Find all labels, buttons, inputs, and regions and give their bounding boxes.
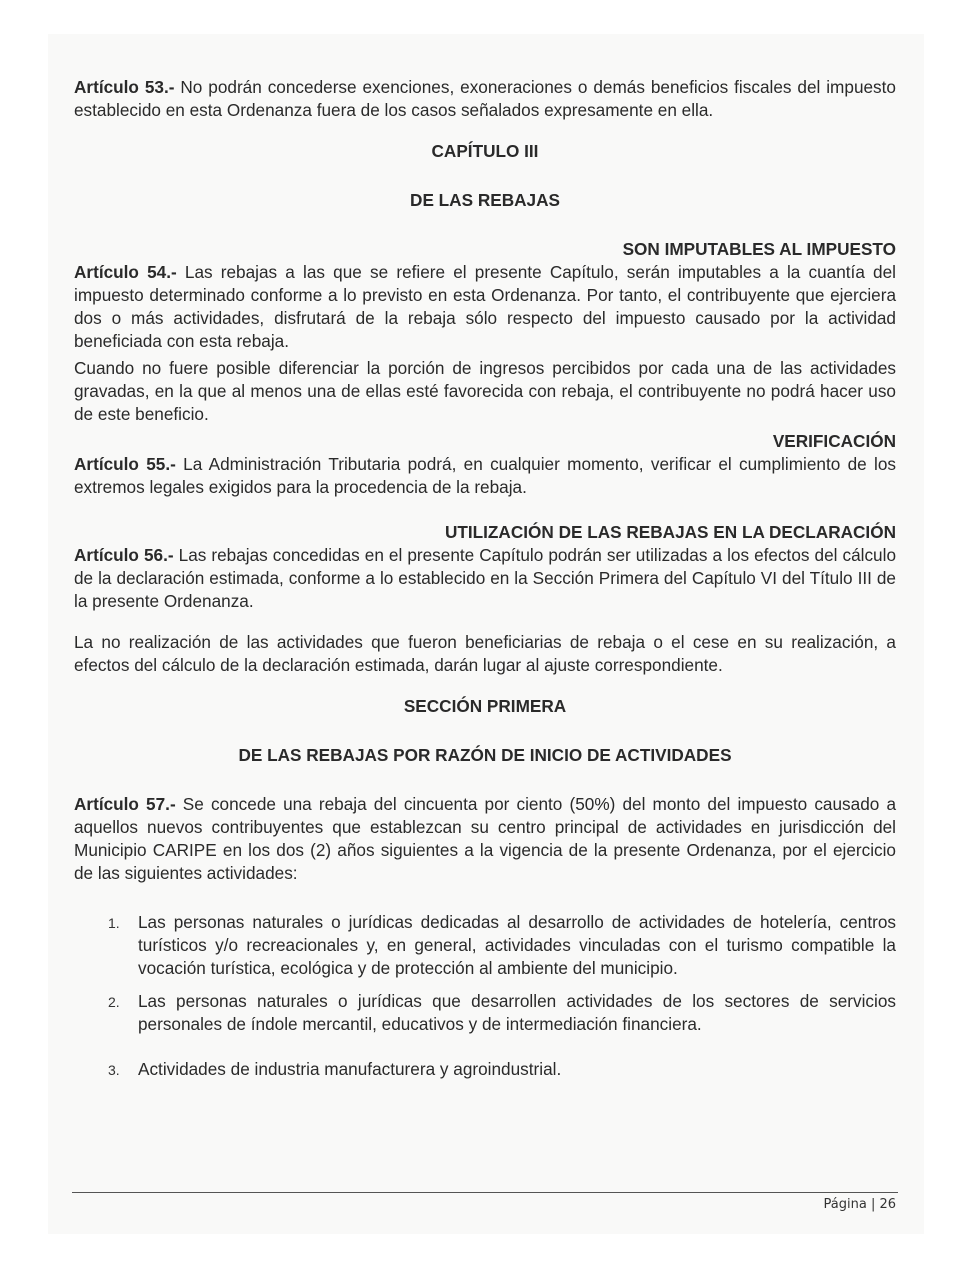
article-56-label: Artículo 56.- bbox=[74, 545, 174, 565]
article-57 bbox=[74, 793, 896, 885]
section-title: SECCIÓN PRIMERA bbox=[403, 696, 567, 716]
list-item-number: 3. bbox=[108, 1062, 120, 1078]
list-item-number: 2. bbox=[108, 994, 120, 1010]
article-54-text: Las rebajas a las que se refiere el presente Capítulo, serán imputables a la cuantía del impuesto determinado conforme a lo previsto en esta Ordenanza. Por tanto, el contribuyente que ejerciera dos o más actividades, disfrutará de la rebaja sólo respecto del impuesto causado por la actividad beneficiada con esta rebaja. bbox=[74, 262, 896, 351]
list-item-text: Actividades de industria manufacturera y agroindustrial. bbox=[138, 1059, 562, 1079]
article-55 bbox=[74, 453, 896, 499]
list-item bbox=[74, 990, 896, 1036]
article-56-text: Las rebajas concedidas en el presente Capítulo podrán ser utilizadas a los efectos del cálculo de la declaración estimada, conforme a lo establecido en la Sección Primera del Capítulo VI del Título III de la presente Ordenanza. bbox=[74, 545, 896, 611]
article-54-heading: SON IMPUTABLES AL IMPUESTO bbox=[622, 239, 896, 259]
list-item-text: Las personas naturales o jurídicas dedicadas al desarrollo de actividades de hotelería, centros turísticos y/o recreacionales y, en general, actividades vinculadas con el turismo compatible la vocación turística, ecológica y de protección al ambiente del municipio. bbox=[138, 912, 896, 978]
article-56 bbox=[74, 544, 896, 613]
article-54 bbox=[74, 261, 896, 353]
chapter-subtitle: DE LAS REBAJAS bbox=[410, 190, 560, 210]
article-54-paragraph-2: Cuando no fuere posible diferenciar la porción de ingresos percibidos por cada una de las actividades gravadas, en la que al menos una de ellas esté favorecida con rebaja, el contribuyente no podrá hacer uso de este beneficio. bbox=[74, 358, 896, 424]
list-item-number: 1. bbox=[108, 915, 120, 931]
article-55-label: Artículo 55.- bbox=[74, 454, 176, 474]
article-57-label: Artículo 57.- bbox=[74, 794, 176, 814]
article-56-paragraph-2: La no realización de las actividades que fueron beneficiarias de rebaja o el cese en su realización, a efectos del cálculo de la declaración estimada, darán lugar al ajuste correspondiente. bbox=[74, 632, 896, 675]
section-subtitle: DE LAS REBAJAS POR RAZÓN DE INICIO DE ACTIVIDADES bbox=[238, 745, 732, 765]
chapter-title: CAPÍTULO III bbox=[431, 141, 539, 161]
page-number: Página | 26 bbox=[823, 1197, 896, 1212]
document-body bbox=[74, 76, 896, 1091]
article-53-text: No podrán concederse exenciones, exoneraciones o demás beneficios fiscales del impuesto establecido en esta Ordenanza fuera de los casos señalados expresamente en ella. bbox=[74, 77, 896, 120]
footer-divider bbox=[72, 1192, 898, 1193]
article-55-heading: VERIFICACIÓN bbox=[772, 431, 896, 451]
article-55-text: La Administración Tributaria podrá, en cualquier momento, verificar el cumplimiento de los extremos legales exigidos para la procedencia de la rebaja. bbox=[74, 454, 896, 497]
list-item-text: Las personas naturales o jurídicas que desarrollen actividades de los sectores de servicios personales de índole mercantil, educativos y de intermediación financiera. bbox=[138, 991, 896, 1034]
article-53-label: Artículo 53.- bbox=[74, 77, 175, 97]
activities-list bbox=[74, 911, 896, 1081]
article-53 bbox=[74, 76, 896, 122]
article-57-text: Se concede una rebaja del cincuenta por ciento (50%) del monto del impuesto causado a aquellos nuevos contribuyentes que establezcan su centro principal de actividades en jurisdicción del Municipio CARIPE en los dos (2) años siguientes a la vigencia de la presente Ordenanza, por el ejercicio de las siguientes actividades: bbox=[74, 794, 897, 883]
list-item bbox=[74, 1058, 896, 1081]
list-item bbox=[74, 911, 896, 980]
article-54-label: Artículo 54.- bbox=[74, 262, 177, 282]
article-56-heading: UTILIZACIÓN DE LAS REBAJAS EN LA DECLARACIÓN bbox=[444, 522, 896, 542]
